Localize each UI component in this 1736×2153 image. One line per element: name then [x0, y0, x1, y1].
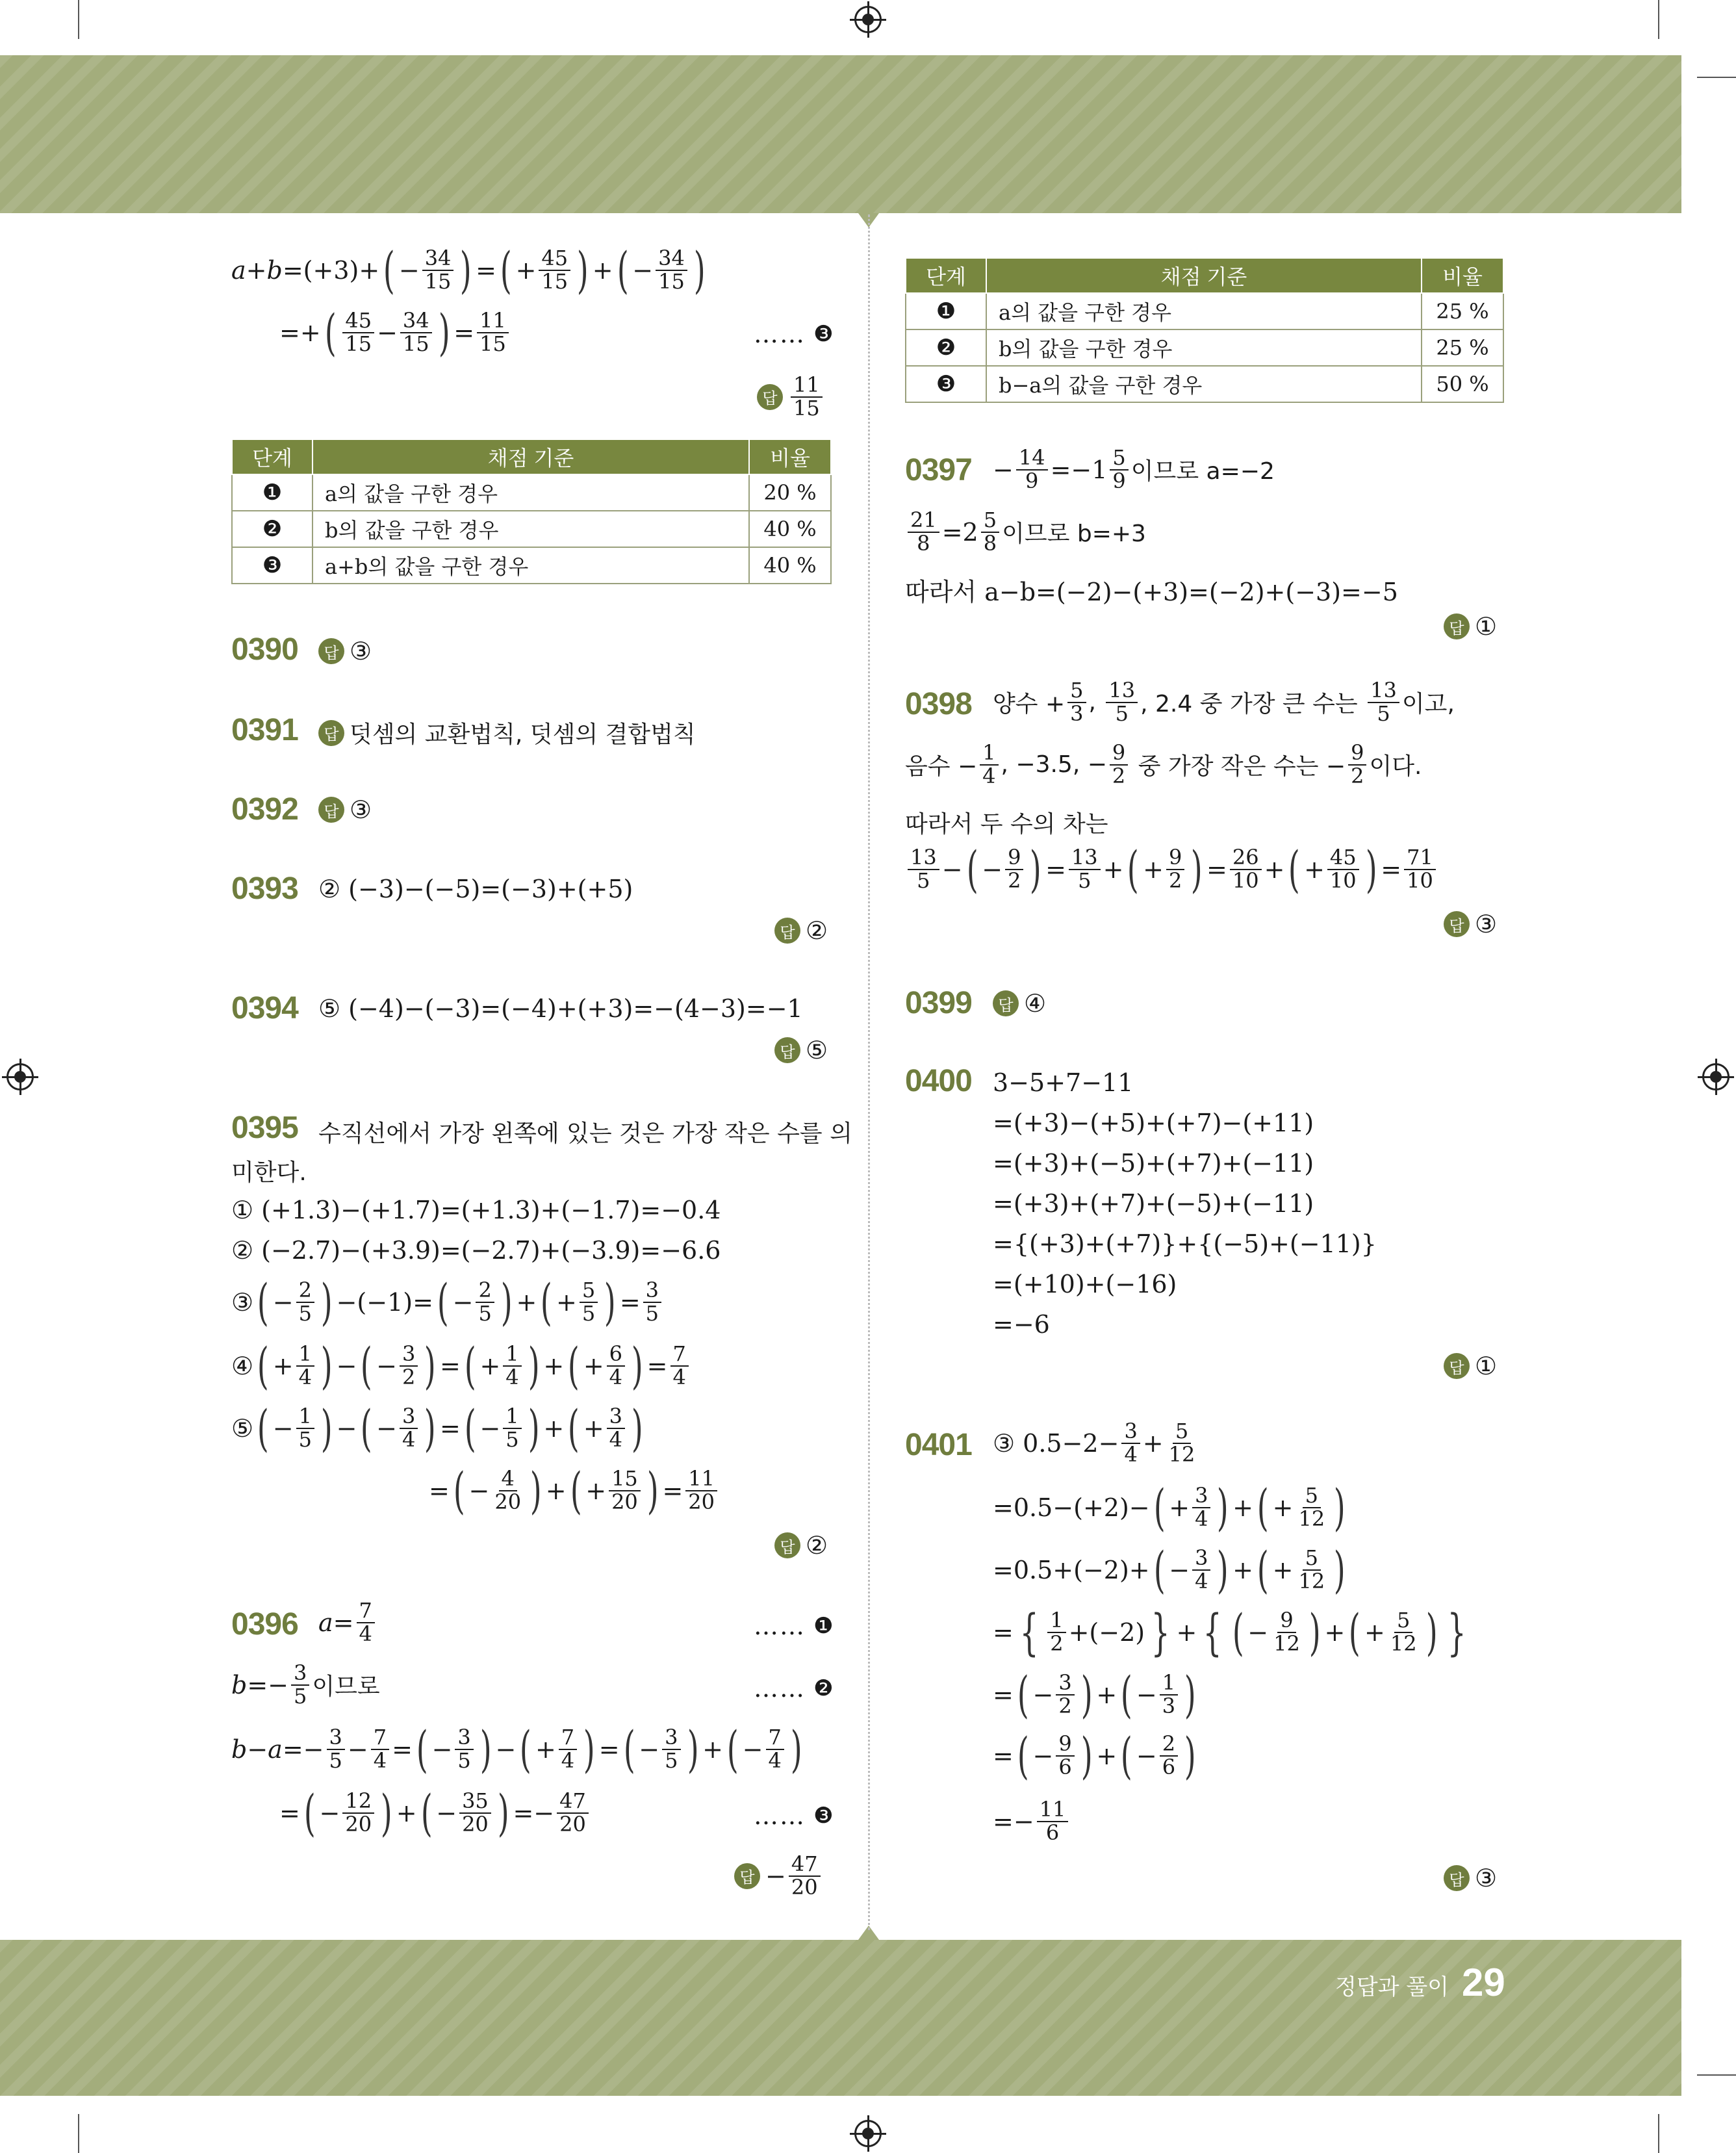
table-header: 단계	[232, 439, 313, 474]
crop-mark	[78, 2114, 79, 2153]
p397-answer: 답 ①	[1444, 612, 1497, 641]
table-header: 비율	[749, 439, 831, 474]
p400-answer: 답 ①	[1444, 1352, 1497, 1380]
column-divider	[868, 214, 870, 1930]
p401-line2: =0.5−(+2)− ( + $\frac{3}{4}$ ) + ( + $\frac{5}{12}$ )	[993, 1478, 1346, 1536]
p390-answer: 답 ③	[318, 637, 372, 665]
p396-mark3: …… ❸	[754, 1801, 834, 1830]
table-row: ❷ b의 값을 구한 경우 25 %	[906, 329, 1503, 366]
p401-line1: ③ 0.5−2− $\frac{3}{4}$ + $\frac{5}{12}$	[993, 1419, 1195, 1467]
answer-badge-icon: 답	[1444, 1353, 1470, 1379]
answer-badge-icon: 답	[993, 990, 1019, 1016]
table-row: ❶ a의 값을 구한 경우 25 %	[906, 293, 1503, 329]
problem-number: 0393	[231, 871, 298, 906]
p395-text1: 수직선에서 가장 왼쪽에 있는 것은 가장 작은 수를 의	[318, 1120, 852, 1147]
table-header: 비율	[1422, 258, 1503, 293]
p398-line4: $\frac{13}{5}$ − ( − $\frac{9}{2}$ ) = $\frac{13}{5}$ + ( + $\frac{9}{2}$ ) = $\frac{26}{10}$ + ( + $\frac{45}{10}$ ) = $\frac{71}{10}$	[905, 845, 1438, 894]
p401-line3: =0.5+(−2)+ ( − $\frac{3}{4}$ ) + ( + $\frac{5}{12}$ )	[993, 1541, 1346, 1599]
p398-line1: 양수 + $\frac{5}{3}$ , $\frac{13}{5}$ , 2.4 중 가장 큰 수는 $\frac{13}{5}$ 이고,	[993, 678, 1455, 726]
p395-choice3: ③ ( − $\frac{2}{5}$ ) −(−1)= ( − $\frac{2}{5}$ ) + ( + $\frac{5}{5}$ ) = $\frac{3}{5}$	[231, 1278, 664, 1327]
footer-label: 정답과 풀이	[1335, 1974, 1449, 2000]
p396-mark1: …… ❶	[754, 1612, 834, 1640]
p389-line1: a + b =(+3)+ ( − $\frac{34}{15}$ ) = ( + $\frac{45}{15}$ ) + ( − $\frac{34}{15}$ )	[231, 241, 706, 299]
crop-mark	[78, 0, 79, 39]
table-header: 단계	[906, 258, 986, 293]
p395-choice5-cont: = ( − $\frac{4}{20}$ ) + ( + $\frac{15}{20}$ ) = $\frac{11}{20}$	[429, 1466, 720, 1515]
problem-number: 0390	[231, 632, 298, 667]
answer-badge-icon: 답	[774, 918, 800, 944]
p394-text: ⑤ (−4)−(−3)=(−4)+(+3)=−(4−3)=−1	[318, 994, 803, 1023]
problem-number: 0399	[905, 986, 972, 1020]
problem-number: 0391	[231, 713, 298, 747]
answer-badge-icon: 답	[774, 1532, 800, 1558]
problem-number: 0400	[905, 1064, 972, 1098]
p395-text2: 미한다.	[231, 1159, 307, 1186]
p392-answer: 답 ③	[318, 795, 372, 824]
table-row: ❸ b−a의 값을 구한 경우 50 %	[906, 366, 1503, 402]
p400-line: =(+3)−(+5)+(+7)−(+11)	[993, 1109, 1314, 1137]
p396-answer: 답 − $\frac{47}{20}$	[734, 1853, 823, 1898]
p395-choice2: ② (−2.7)−(+3.9)=(−2.7)+(−3.9)=−6.6	[231, 1236, 721, 1265]
table-row: ❶ a의 값을 구한 경우 20 %	[232, 474, 831, 511]
p395-choice4: ④ ( + $\frac{1}{4}$ ) − ( − $\frac{3}{2}$ ) = ( + $\frac{1}{4}$ ) + ( + $\frac{6}{4}$ ) = $\frac{7}{4}$	[231, 1341, 691, 1391]
registration-mark-icon	[854, 2120, 882, 2147]
table-header: 채점 기준	[986, 258, 1422, 293]
p400-line: =(+3)+(−5)+(+7)+(−11)	[993, 1149, 1314, 1178]
page-number: 29	[1462, 1961, 1505, 2004]
p389-line2: =+ ( $\frac{45}{15}$ − $\frac{34}{15}$ ) = $\frac{11}{15}$	[279, 308, 511, 357]
answer-badge-icon: 답	[774, 1037, 800, 1063]
answer-badge-icon: 답	[734, 1863, 760, 1889]
crop-mark	[1697, 2074, 1736, 2076]
registration-mark-icon	[6, 1063, 34, 1090]
grading-table-1	[231, 439, 832, 584]
table-row: ❸ a+b의 값을 구한 경우 40 %	[232, 547, 831, 584]
p400-line: =(+3)+(+7)+(−5)+(−11)	[993, 1189, 1314, 1218]
p400-line: ={(+3)+(+7)}+{(−5)+(−11)}	[993, 1230, 1377, 1258]
p394-answer: 답 ⑤	[774, 1036, 828, 1064]
p401-answer: 답 ③	[1444, 1864, 1497, 1892]
problem-number: 0397	[905, 453, 972, 487]
p395-choice1: ① (+1.3)−(+1.7)=(+1.3)+(−1.7)=−0.4	[231, 1196, 721, 1224]
p398-answer: 답 ③	[1444, 910, 1497, 938]
p397-line1: − $\frac{14}{9}$ =−1 $\frac{5}{9}$ 이므로 a=−2	[993, 445, 1275, 493]
p400-line: 3−5+7−11	[993, 1068, 1134, 1097]
registration-mark-icon	[1702, 1063, 1730, 1090]
p395-choice5: ⑤ ( − $\frac{1}{5}$ ) − ( − $\frac{3}{4}$ ) = ( − $\frac{1}{5}$ ) + ( + $\frac{3}{4}$ )	[231, 1399, 643, 1457]
answer-badge-icon: 답	[1444, 911, 1470, 937]
p395-answer: 답 ②	[774, 1531, 828, 1560]
p397-line2: $\frac{21}{8}$ =2 $\frac{5}{8}$ 이므로 b=+3	[905, 509, 1146, 554]
p389-step-mark: …… ❸	[754, 320, 834, 348]
footer-band	[0, 1940, 1681, 2096]
crop-mark	[1658, 2114, 1659, 2153]
p396-line2: b =− $\frac{3}{5}$ 이므로	[231, 1660, 380, 1708]
p398-line3: 따라서 두 수의 차는	[905, 811, 1108, 838]
problem-number: 0396	[231, 1607, 298, 1642]
table-header: 채점 기준	[313, 439, 749, 474]
p393-answer: 답 ②	[774, 916, 828, 945]
problem-number: 0394	[231, 991, 298, 1025]
problem-number: 0398	[905, 687, 972, 721]
header-band	[0, 55, 1681, 213]
p393-text: ② (−3)−(−5)=(−3)+(+5)	[318, 875, 633, 903]
answer-badge-icon: 답	[1444, 613, 1470, 639]
crop-mark	[1697, 77, 1736, 78]
answer-badge-icon: 답	[757, 384, 783, 410]
registration-mark-icon	[854, 6, 882, 33]
p400-line: =−6	[993, 1310, 1050, 1339]
p401-line5: = ( − $\frac{3}{2}$ ) + ( − $\frac{1}{3}$ )	[993, 1666, 1196, 1723]
p396-line4: = ( − $\frac{12}{20}$ ) + ( − $\frac{35}{20}$ ) =− $\frac{47}{20}$	[279, 1788, 591, 1838]
problem-number: 0401	[905, 1428, 972, 1462]
table-row: ❷ b의 값을 구한 경우 40 %	[232, 511, 831, 547]
answer-badge-icon: 답	[318, 797, 344, 823]
p399-answer: 답 ④	[993, 989, 1046, 1018]
grading-table-2	[905, 257, 1504, 403]
p400-line: =(+10)+(−16)	[993, 1270, 1177, 1298]
problem-number: 0392	[231, 792, 298, 827]
p396-line3: b − a =− $\frac{3}{5}$ − $\frac{7}{4}$ = ( − $\frac{3}{5}$ ) − ( + $\frac{7}{4}$ ) = ( − $\frac{3}{5}$ ) + ( − $\frac{7}{4}$ )	[231, 1720, 802, 1778]
p398-line2: 음수 − $\frac{1}{4}$ , −3.5, − $\frac{9}{2}$ 중 가장 작은 수는 − $\frac{9}{2}$ 이다.	[905, 740, 1422, 788]
answer-badge-icon: 답	[318, 720, 344, 746]
crop-mark	[1658, 0, 1659, 39]
p389-answer: 답 $\frac{11}{15}$	[757, 374, 825, 419]
p396-mark2: …… ❷	[754, 1674, 834, 1703]
p391-answer: 답 덧셈의 교환법칙, 덧셈의 결합법칙	[318, 716, 696, 749]
answer-badge-icon: 답	[318, 638, 344, 664]
p401-line4: = { $\frac{1}{2}$ +(−2) } + { ( − $\frac{9}{12}$ ) + ( + $\frac{5}{12}$ ) }	[993, 1603, 1466, 1661]
p401-line6: = ( − $\frac{9}{6}$ ) + ( − $\frac{2}{6}$ )	[993, 1727, 1196, 1785]
p397-line3: 따라서 a−b=(−2)−(+3)=(−2)+(−3)=−5	[905, 578, 1398, 606]
p396-line1: a = $\frac{7}{4}$	[318, 1600, 377, 1645]
problem-number: 0395	[231, 1111, 298, 1145]
p401-line7: =− $\frac{11}{6}$	[993, 1799, 1071, 1844]
answer-badge-icon: 답	[1444, 1865, 1470, 1891]
